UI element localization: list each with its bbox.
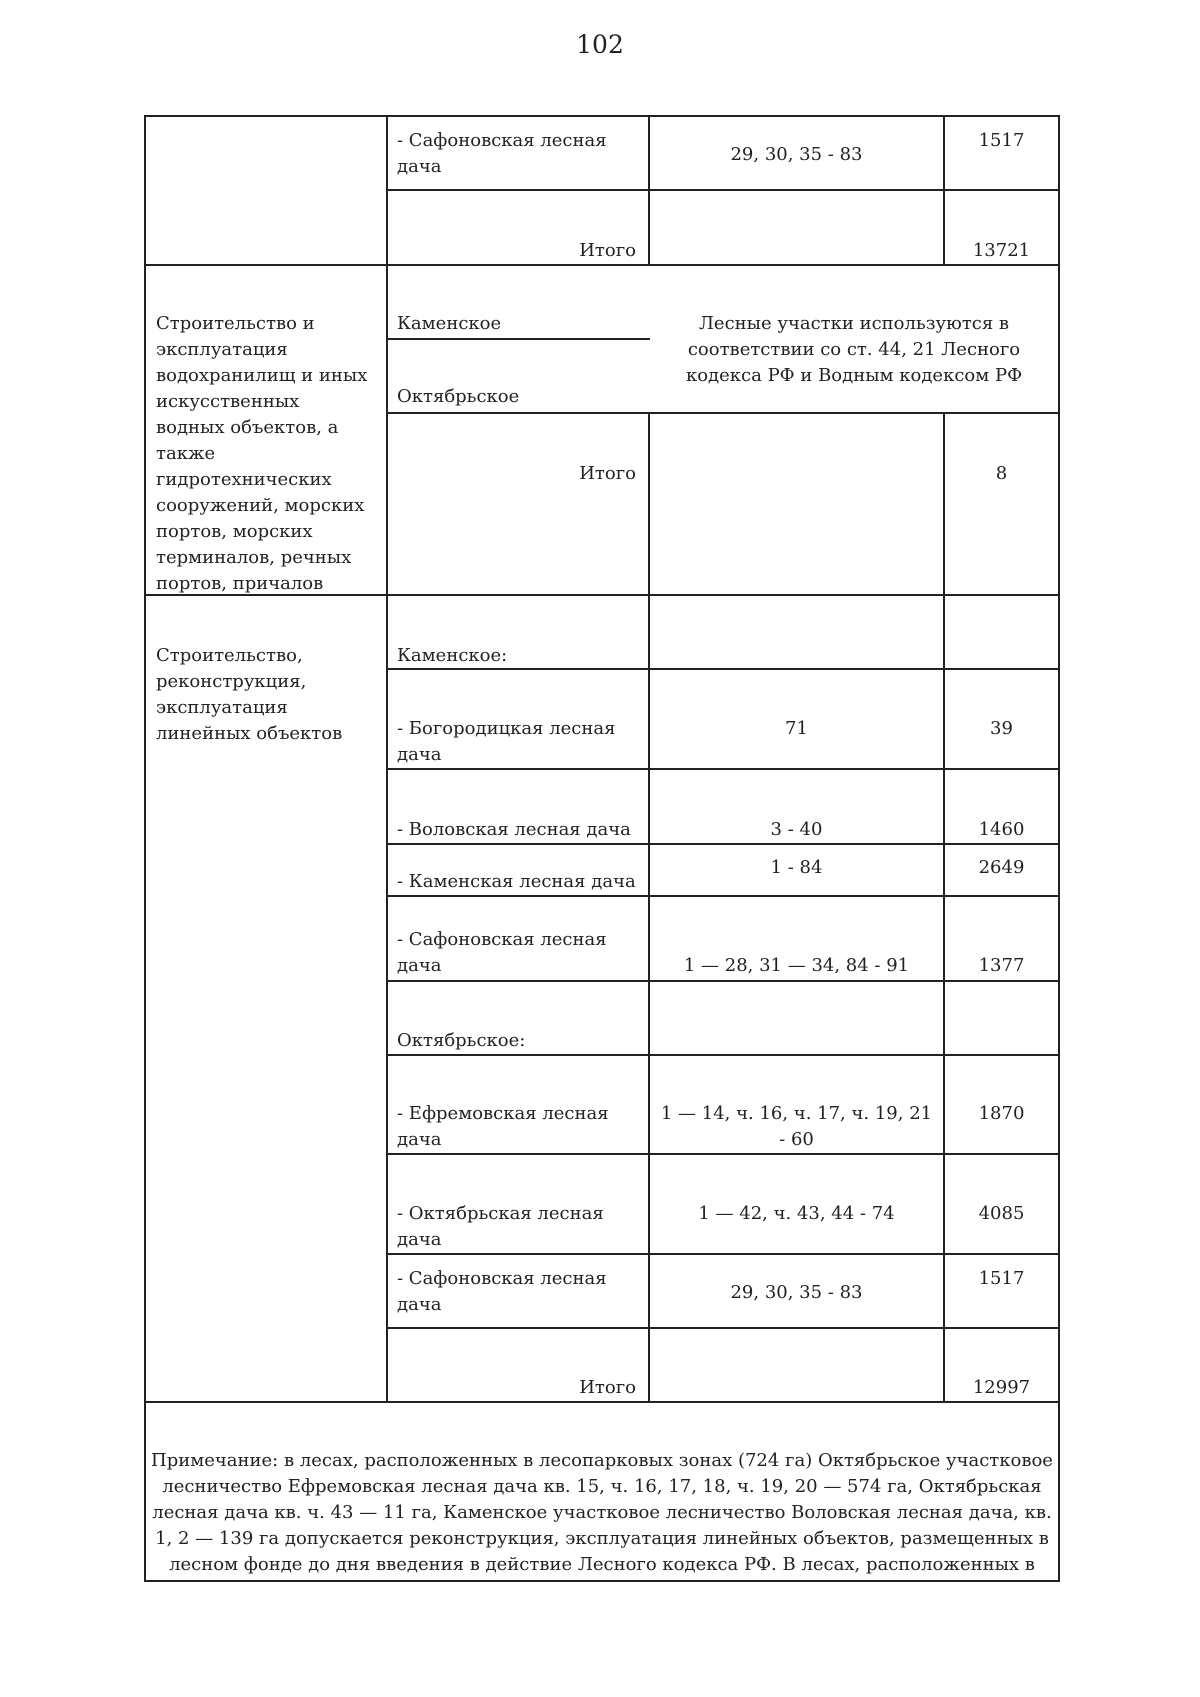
quarter-numbers: 71: [785, 718, 808, 739]
total-label: Итого: [579, 240, 636, 261]
quarter-numbers: 3 - 40: [770, 819, 823, 840]
quarter-numbers: 1 — 28, 31 — 34, 84 - 91: [683, 955, 910, 976]
forestry-name: Каменское: [397, 313, 502, 334]
quarter-numbers: 29, 30, 35 - 83: [730, 1282, 863, 1303]
row-divider: [387, 189, 1060, 191]
forest-dacha-name: - Сафоновская лесная дача: [397, 1268, 607, 1315]
row-divider: [387, 1054, 1060, 1056]
forest-dacha-name: - Сафоновская лесная дача: [397, 130, 607, 177]
forestry-name: Октябрьское: [397, 386, 520, 407]
row-divider: [387, 768, 1060, 770]
row-divider: [144, 1401, 1060, 1403]
row-divider: [387, 1253, 1060, 1255]
row-divider: [144, 264, 1060, 266]
total-label: Итого: [579, 1377, 636, 1398]
table-note: Примечание: в лесах, расположенных в лесопарковых зонах (724 га) Октябрьское участковое лесничество Ефремовская лесная дача кв. 15, ч. 16, 17, 18, ч. 19, 20 — 574 га, Октябрьская лесная дача кв. ч. 43 — 11 га, Каменское участковое лесничество Воловская лесная дача, кв. 1, 2 — 139 га допускается реконструкция, эксплуатация линейных объектов, размещенных в лесном фонде до дня введения в действие Лесного кодекса РФ. В лесах, расположенных в: [151, 1450, 1053, 1575]
merged-note-cell: Лесные участки используются в соответствии со ст. 44, 21 Лесного кодекса РФ и Водным кодексом РФ: [685, 313, 1023, 386]
row-divider: [387, 1153, 1060, 1155]
total-value: 8: [995, 463, 1008, 484]
column-divider: [386, 115, 388, 1403]
forest-dacha-name: - Октябрьская лесная дача: [397, 1203, 604, 1250]
total-label: Итого: [579, 463, 636, 484]
quarter-numbers: 1 — 42, ч. 43, 44 - 74: [698, 1203, 895, 1224]
forest-dacha-name: - Сафоновская лесная дача: [397, 929, 607, 976]
column-divider: [648, 412, 650, 1403]
quarter-numbers: 1 - 84: [770, 857, 823, 878]
page-number: 102: [576, 30, 624, 59]
area-value: 39: [990, 718, 1013, 739]
row-divider: [387, 895, 1060, 897]
area-value: 4085: [978, 1203, 1025, 1224]
quarter-numbers: 29, 30, 35 - 83: [730, 144, 863, 165]
column-divider: [943, 412, 945, 1403]
total-value: 12997: [972, 1377, 1031, 1398]
area-value: 2649: [978, 857, 1025, 878]
column-divider: [648, 115, 650, 265]
area-value: 1870: [978, 1103, 1025, 1124]
area-value: 1377: [978, 955, 1025, 976]
forest-dacha-name: - Каменская лесная дача: [397, 871, 636, 892]
area-value: 1517: [978, 1268, 1025, 1289]
area-value: 1460: [978, 819, 1025, 840]
use-purpose: Строительство и эксплуатация водохранилищ и иных искусственных водных объектов, а также гидротехнических сооружений, морских портов, морских терминалов, речных портов, причалов: [156, 313, 368, 594]
total-value: 13721: [972, 240, 1031, 261]
forest-dacha-name: - Богородицкая лесная дача: [397, 718, 616, 765]
quarter-numbers: 1 — 14, ч. 16, ч. 17, ч. 19, 21 - 60: [660, 1103, 933, 1150]
row-divider: [387, 980, 1060, 982]
forest-dacha-name: - Ефремовская лесная дача: [397, 1103, 609, 1150]
area-value: 1517: [978, 130, 1025, 151]
row-divider: [387, 1327, 1060, 1329]
use-purpose: Строительство, реконструкция, эксплуатация линейных объектов: [156, 645, 343, 744]
row-divider: [387, 412, 1060, 414]
forestry-group-label: Октябрьское:: [397, 1030, 526, 1051]
forestry-group-label: Каменское:: [397, 645, 508, 666]
forest-dacha-name: - Воловская лесная дача: [397, 819, 631, 840]
row-divider: [387, 843, 1060, 845]
row-divider: [387, 338, 650, 340]
